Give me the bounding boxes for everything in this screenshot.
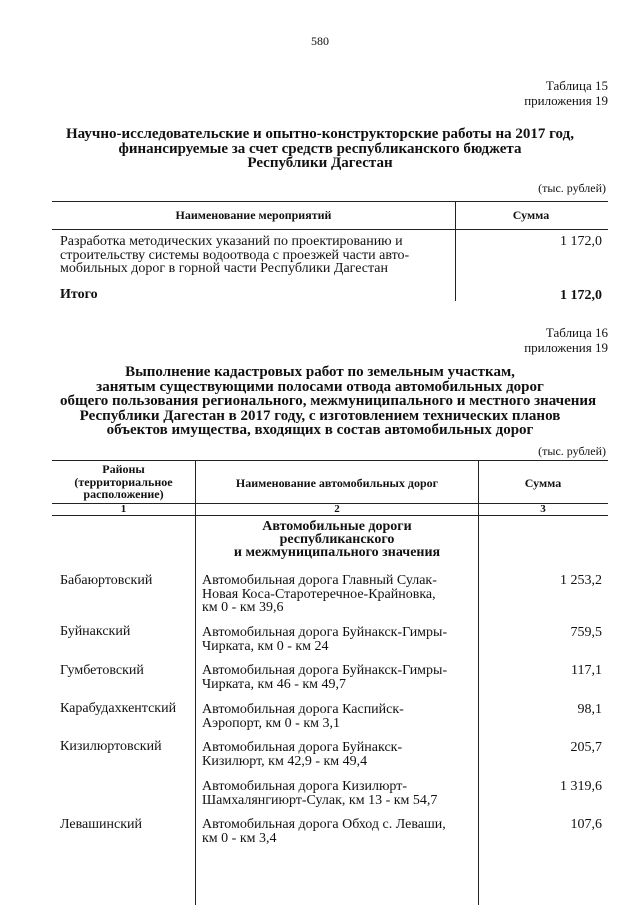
table15-row-line: строительству системы водоотвода с проезжей части авто- (60, 247, 410, 263)
table15-row-line: мобильных дорог в горной части Республики Дагестан (60, 261, 389, 276)
table16-reference (524, 325, 608, 355)
table15-row-sum: 1 172,0 (560, 234, 602, 249)
table16-row-sum: 1 319,6 (560, 779, 602, 794)
table15-title-line: Научно-исследовательские и опытно-конструкторские работы на 2017 год, (66, 126, 574, 142)
table16-row-road (202, 741, 476, 768)
table16-row-road-line: Кизилюрт, км 42,9 - км 49,4 (202, 753, 368, 769)
table16-title-line: Республики Дагестан в 2017 году, с изготовлением технических планов (79, 407, 561, 424)
table16-row-road-line: Аэропорт, км 0 - км 3,1 (202, 715, 340, 731)
table15-header-border (52, 229, 608, 230)
table16-row-district: Карабудахкентский (60, 701, 177, 716)
table16-header-sum: Сумма (524, 476, 562, 490)
table16-row-road-line: Чирката, км 46 - км 49,7 (202, 676, 347, 692)
table16-row-sum: 107,6 (570, 817, 602, 832)
table16-row-road-line: Автомобильная дорога Главный Сулак- (202, 573, 437, 588)
table16-row-district: Бабаюртовский (60, 573, 153, 588)
table16-section-heading-line: и межмуниципального значения (233, 545, 441, 560)
table16-row-sum: 759,5 (570, 625, 602, 640)
table16-top-border (52, 460, 608, 461)
table15-ref-line2: приложения 19 (524, 93, 608, 108)
table16-section-heading-line: республиканского (279, 532, 395, 547)
table16-row-district: Гумбетовский (60, 663, 144, 678)
table16-title-line: объектов имущества, входящих в состав автомобильных дорог (106, 422, 534, 438)
table16-row-road (202, 664, 476, 691)
table16-title-line: Выполнение кадастровых работ по земельным участкам, (125, 364, 515, 380)
table15-unit: (тыс. рублей) (538, 181, 606, 195)
table16-row-road-line: Автомобильная дорога Буйнакск-Гимры- (202, 663, 448, 678)
table15-top-border (52, 201, 608, 202)
table16-header-roads: Наименование автомобильных дорог (235, 476, 439, 490)
page-number: 580 (311, 34, 329, 48)
table15-reference (524, 78, 608, 108)
table15-header-sum: Сумма (512, 208, 550, 222)
table16-row-district: Левашинский (60, 817, 143, 832)
table16-row-sum: 117,1 (571, 663, 602, 678)
table16-row-district: Буйнакский (60, 624, 131, 639)
table16-row-road-line: Шамхалянгиюрт-Сулак, км 13 - км 54,7 (202, 792, 438, 808)
table16-title-line: занятым существующими полосами отвода автомобильных дорог (96, 378, 544, 395)
table16-row-road (202, 818, 476, 845)
table16-unit: (тыс. рублей) (538, 444, 606, 458)
table16-section-heading-line: Автомобильные дороги (262, 519, 412, 534)
table16-row-road (202, 703, 476, 730)
table16-row-road (202, 626, 476, 653)
table16-row-road-line: Новая Коса-Старотеречное-Крайновка, (202, 586, 436, 602)
table16-row-road-line: км 0 - км 39,6 (202, 600, 284, 615)
table16-header-districts-line: расположение) (83, 487, 164, 501)
table16-ref-line1: Таблица 16 (545, 325, 608, 340)
table16-row-road (202, 780, 476, 807)
table16-title-line: общего пользования регионального, межмуниципального и местного значения (60, 393, 597, 409)
table15-title (60, 127, 580, 171)
table16-colnum-border (52, 515, 608, 516)
table16-header-districts (52, 463, 195, 501)
table16-row-sum: 1 253,2 (560, 573, 602, 588)
table16-row-sum: 98,1 (577, 702, 602, 717)
table16-row-road-line: Автомобильная дорога Буйнакск- (202, 740, 403, 755)
table16-section-heading (196, 520, 478, 559)
table16-row-road (202, 574, 476, 615)
table16-row-sum: 205,7 (570, 740, 602, 755)
table15-row-name (60, 235, 452, 276)
table16-row-road-line: Автомобильная дорога Обход с. Леваши, (202, 817, 446, 832)
table16-column-divider-2 (478, 460, 479, 905)
table16-colnum-1: 1 (120, 503, 127, 515)
table16-header-districts-line: (территориальное (74, 474, 173, 489)
table15-total-sum: 1 172,0 (560, 288, 602, 303)
table15-total-label: Итого (60, 287, 98, 302)
table16-row-road-line: Автомобильная дорога Кизилюрт- (202, 779, 408, 794)
table15-header-name: Наименование мероприятий (175, 208, 332, 222)
table16-row-road-line: км 0 - км 3,4 (202, 830, 277, 846)
table16-ref-line2: приложения 19 (524, 340, 608, 355)
table15-row-line: Разработка методических указаний по проектированию и (60, 234, 403, 249)
table16-title (60, 364, 597, 438)
table16-row-road-line: Автомобильная дорога Каспийск- (202, 702, 404, 717)
table16-row-road-line: Автомобильная дорога Буйнакск-Гимры- (202, 625, 448, 640)
table16-row-district: Кизилюртовский (60, 739, 162, 754)
table15-title-line: Республики Дагестан (247, 155, 393, 171)
table15-title-line: финансируемые за счет средств республиканского бюджета (118, 140, 522, 157)
table16-header-districts-line: Районы (102, 462, 145, 476)
table15-ref-line1: Таблица 15 (545, 78, 608, 93)
table16-colnum-2: 2 (334, 503, 340, 515)
table16-row-road-line: Чирката, км 0 - км 24 (202, 638, 329, 654)
table16-colnum-3: 3 (540, 503, 546, 515)
